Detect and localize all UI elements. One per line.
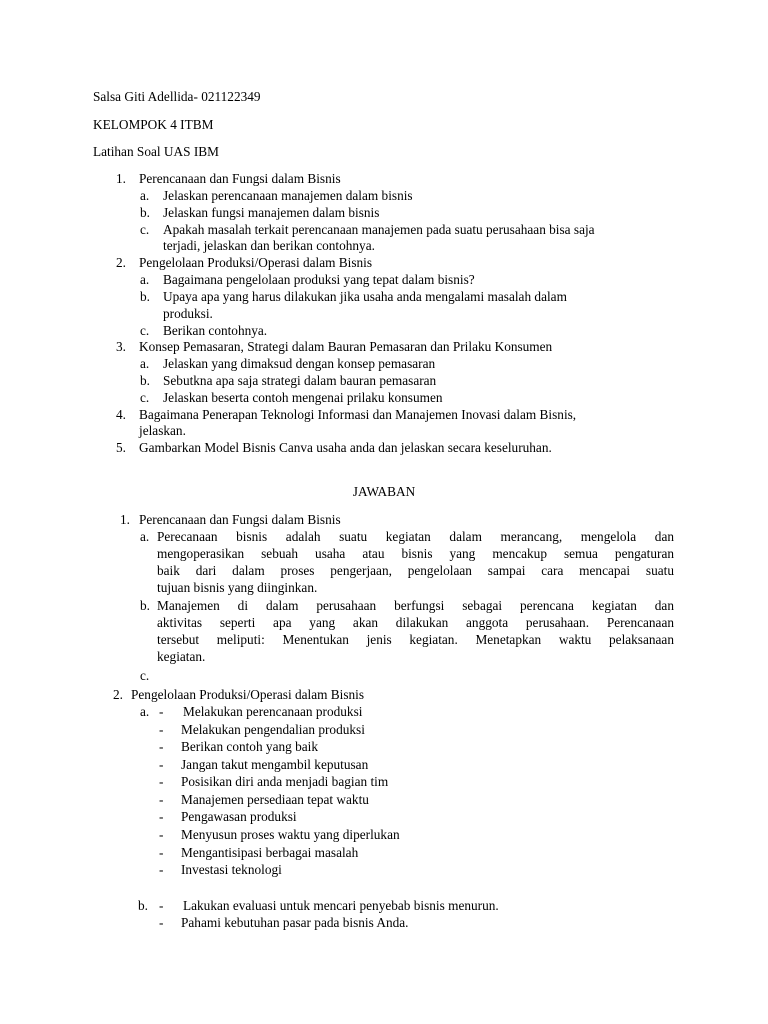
answer-paragraph-line: Manajemen di dalam perusahaan berfungsi sebagai perencana kegiatan dan: [157, 598, 674, 613]
author-line: Salsa Giti Adellida- 021122349: [93, 89, 261, 104]
answer-paragraph-line: tersebut meliputi: Menentukan jenis kegiatan. Menetapkan waktu pelaksanaan: [157, 632, 674, 647]
dash-bullet: -: [159, 898, 164, 913]
dash-bullet: -: [159, 862, 164, 877]
answer-paragraph-line: tujuan bisnis yang diinginkan.: [157, 580, 318, 595]
sub-question: Upaya apa yang harus dilakukan jika usaha anda mengalami masalah dalam: [163, 289, 567, 304]
answer-paragraph-line: mengoperasikan sebuah usaha atau bisnis yang mencakup semua pengaturan: [157, 546, 674, 561]
answer-number: 2.: [113, 687, 123, 702]
list-item: Manajemen persediaan tepat waktu: [181, 792, 369, 807]
sub-letter: c.: [140, 222, 150, 237]
sub-letter: c.: [140, 323, 150, 338]
answer-sub-letter: a.: [140, 704, 150, 719]
question-title: Perencanaan dan Fungsi dalam Bisnis: [139, 171, 341, 186]
question-number: 5.: [116, 440, 126, 455]
question-title-continued: jelaskan.: [139, 423, 186, 438]
sub-question: Bagaimana pengelolaan produksi yang tepat dalam bisnis?: [163, 272, 475, 287]
question-number: 4.: [116, 407, 126, 422]
question-title: Gambarkan Model Bisnis Canva usaha anda dan jelaskan secara keseluruhan.: [139, 440, 552, 455]
question-title: Bagaimana Penerapan Teknologi Informasi dan Manajemen Inovasi dalam Bisnis,: [139, 407, 577, 422]
answer-sub-letter: c.: [140, 668, 150, 683]
sub-question: Sebutkna apa saja strategi dalam bauran pemasaran: [163, 373, 437, 388]
sub-letter: b.: [140, 373, 150, 388]
list-item: Berikan contoh yang baik: [181, 739, 318, 754]
sub-question: Jelaskan yang dimaksud dengan konsep pemasaran: [163, 356, 436, 371]
answer-sub-letter: a.: [140, 529, 150, 544]
answer-paragraph-line: aktivitas seperti apa yang akan dilakukan anggota perusahaan. Perencanaan: [157, 615, 674, 630]
answers-heading: JAWABAN: [352, 484, 416, 499]
dash-bullet: -: [159, 774, 164, 789]
dash-bullet: -: [159, 915, 164, 930]
dash-bullet: -: [159, 827, 164, 842]
answer-number: 1.: [120, 512, 130, 527]
answer-title: Pengelolaan Produksi/Operasi dalam Bisnis: [131, 687, 365, 702]
sub-question: Jelaskan beserta contoh mengenai prilaku konsumen: [163, 390, 443, 405]
sub-letter: b.: [140, 289, 150, 304]
list-item: Lakukan evaluasi untuk mencari penyebab bisnis menurun.: [183, 898, 499, 913]
dash-bullet: -: [159, 792, 164, 807]
sub-question: Jelaskan fungsi manajemen dalam bisnis: [163, 205, 380, 220]
answer-paragraph-line: baik dari dalam proses pengerjaan, pengelolaan sampai cara mencapai suatu: [157, 563, 674, 578]
dash-bullet: -: [159, 757, 164, 772]
question-number: 1.: [116, 171, 126, 186]
list-item: Investasi teknologi: [181, 862, 282, 877]
question-number: 2.: [116, 255, 126, 270]
sub-letter: a.: [140, 188, 150, 203]
sub-question: Berikan contohnya.: [163, 323, 268, 338]
list-item: Melakukan pengendalian produksi: [181, 722, 365, 737]
list-item: Menyusun proses waktu yang diperlukan: [181, 827, 400, 842]
sub-letter: a.: [140, 272, 150, 287]
answer-title: Perencanaan dan Fungsi dalam Bisnis: [139, 512, 341, 527]
question-number: 3.: [116, 339, 126, 354]
answer-sub-letter: b.: [140, 598, 150, 613]
sub-question: Apakah masalah terkait perencanaan manajemen pada suatu perusahaan bisa saja: [163, 222, 595, 237]
dash-bullet: -: [159, 845, 164, 860]
dash-bullet: -: [159, 704, 164, 719]
sub-question: Jelaskan perencanaan manajemen dalam bisnis: [163, 188, 413, 203]
sub-letter: b.: [140, 205, 150, 220]
answer-paragraph-line: kegiatan.: [157, 649, 206, 664]
list-item: Mengantisipasi berbagai masalah: [181, 845, 359, 860]
question-title: Konsep Pemasaran, Strategi dalam Bauran Pemasaran dan Prilaku Konsumen: [139, 339, 553, 354]
answer-sub-letter: b.: [138, 898, 148, 913]
list-item: Posisikan diri anda menjadi bagian tim: [181, 774, 389, 789]
question-title: Pengelolaan Produksi/Operasi dalam Bisnis: [139, 255, 373, 270]
list-item: Melakukan perencanaan produksi: [183, 704, 363, 719]
answer-paragraph-line: Perecanaan bisnis adalah suatu kegiatan dalam merancang, mengelola dan: [157, 529, 674, 544]
list-item: Jangan takut mengambil keputusan: [181, 757, 369, 772]
dash-bullet: -: [159, 739, 164, 754]
sub-question-continued: produksi.: [163, 306, 213, 321]
subject-line: Latihan Soal UAS IBM: [93, 144, 219, 159]
list-item: Pahami kebutuhan pasar pada bisnis Anda.: [181, 915, 409, 930]
dash-bullet: -: [159, 722, 164, 737]
dash-bullet: -: [159, 809, 164, 824]
sub-question-continued: terjadi, jelaskan dan berikan contohnya.: [163, 238, 375, 253]
list-item: Pengawasan produksi: [181, 809, 297, 824]
group-line: KELOMPOK 4 ITBM: [93, 117, 214, 132]
sub-letter: a.: [140, 356, 150, 371]
sub-letter: c.: [140, 390, 150, 405]
